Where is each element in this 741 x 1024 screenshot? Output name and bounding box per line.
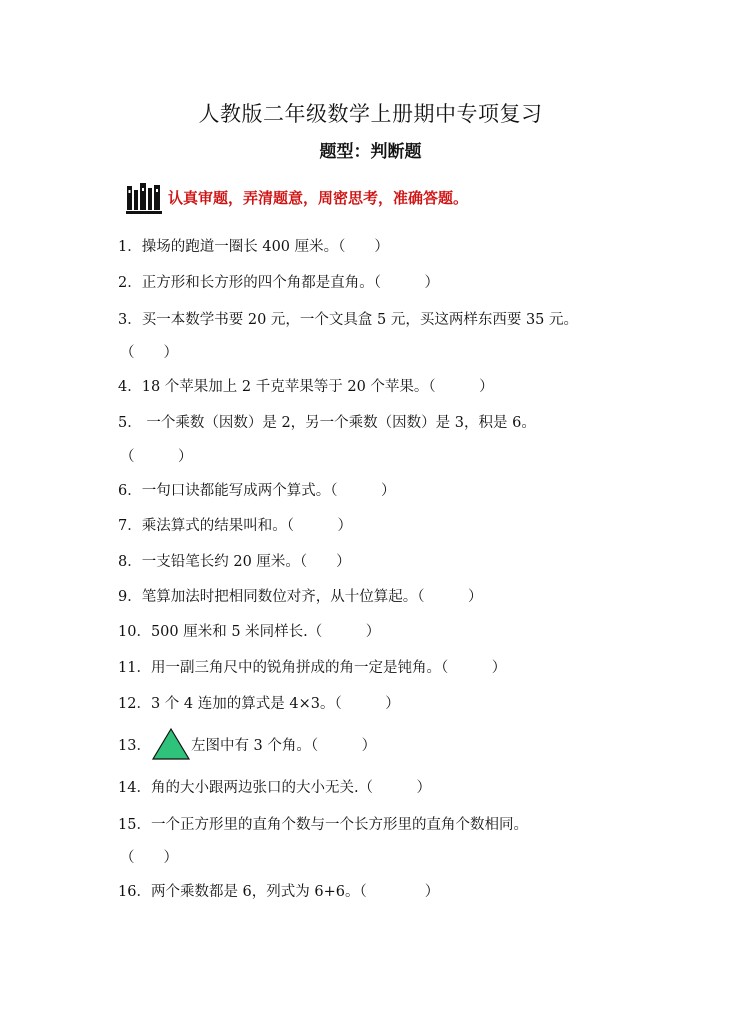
question-text: 正方形和长方形的四个角都是直角。（ ）: [141, 275, 439, 291]
question-15: [118, 814, 528, 836]
question-number: 12．: [118, 696, 151, 712]
question-number: 9．: [118, 589, 142, 605]
question-4: [118, 376, 494, 398]
question-number: 8．: [118, 554, 142, 570]
question-text: 一支铅笔长约 20 厘米。（ ）: [141, 554, 351, 570]
triangle-shape: [153, 729, 189, 759]
question-13: [118, 728, 376, 764]
triangle-icon: [151, 727, 191, 761]
question-5: [118, 412, 536, 434]
question-11: [118, 657, 506, 679]
question-text: 500 厘米和 5 米同样长.（ ）: [150, 624, 381, 640]
question-text: 3 个 4 连加的算式是 4×3。（ ）: [150, 696, 400, 712]
question-5-answer: （ ）: [120, 449, 193, 465]
question-3: [118, 309, 578, 331]
question-text: 乘法算式的结果叫和。（ ）: [141, 518, 352, 534]
question-text: 操场的跑道一圈长 400 厘米。（ ）: [141, 239, 389, 255]
question-number: 7．: [118, 518, 142, 534]
question-text: 笔算加法时把相同数位对齐，从十位算起。（ ）: [141, 589, 483, 605]
question-6: [118, 480, 395, 502]
question-8: [118, 551, 351, 573]
question-number: 3．: [118, 312, 142, 328]
question-1: [118, 236, 389, 258]
instruction-text: 认真审题，弄清题意，周密思考，准确答题。: [168, 188, 469, 207]
question-7: [118, 515, 352, 537]
question-number: 16．: [118, 884, 151, 900]
question-2: [118, 272, 439, 294]
question-14: [118, 777, 431, 799]
question-text: 一个正方形里的直角个数与一个长方形里的直角个数相同。: [150, 817, 528, 833]
question-number: 6．: [118, 483, 142, 499]
question-text: 用一副三角尺中的锐角拼成的角一定是钝角。（ ）: [150, 660, 507, 676]
question-number: 4．: [118, 379, 142, 395]
question-number: 15．: [118, 817, 151, 833]
question-number: 13．: [118, 738, 151, 754]
question-text: 一句口诀都能写成两个算式。（ ）: [141, 483, 396, 499]
question-text: 一个乘数（因数）是 2，另一个乘数（因数）是 3，积是 6。: [141, 415, 536, 431]
question-16: [118, 881, 439, 903]
page-title: 人教版二年级数学上册期中专项复习: [198, 102, 543, 126]
question-15-answer: （ ）: [120, 850, 178, 866]
question-12: [118, 693, 400, 715]
question-number: 1．: [118, 239, 142, 255]
page-subtitle: 题型：判断题: [319, 142, 422, 162]
question-text: 18 个苹果加上 2 千克苹果等于 20 个苹果。（ ）: [141, 379, 494, 395]
question-number: 2．: [118, 275, 142, 291]
question-text: 两个乘数都是 6，列式为 6+6。（ ）: [150, 884, 440, 900]
question-9: [118, 586, 482, 608]
question-number: 11．: [118, 660, 151, 676]
question-text: 角的大小跟两边张口的大小无关.（ ）: [150, 780, 432, 796]
question-10: [118, 621, 380, 643]
question-text: 买一本数学书要 20 元，一个文具盒 5 元，买这两样东西要 35 元。: [141, 312, 579, 328]
books-icon: [126, 180, 162, 214]
question-text: 左图中有 3 个角。（ ）: [190, 738, 377, 754]
question-number: 14．: [118, 780, 151, 796]
question-number: 10．: [118, 624, 151, 640]
instruction-banner: [126, 180, 468, 214]
question-3-answer: （ ）: [120, 345, 178, 361]
question-number: 5．: [118, 415, 142, 431]
